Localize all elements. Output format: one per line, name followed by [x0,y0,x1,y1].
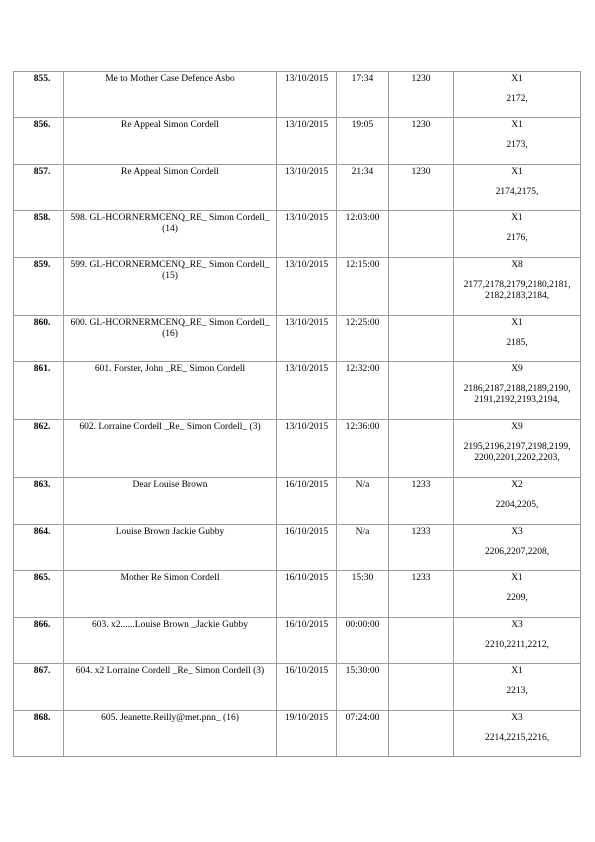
entry-pages-cell [454,478,581,525]
table-row [14,664,581,711]
entry-date: 13/10/2015 [277,258,337,316]
entry-code [389,362,454,420]
entry-count: X9 [511,422,523,432]
entry-count: X3 [511,527,523,537]
entry-pages-cell [454,316,581,362]
entry-number: 855. [14,72,64,118]
entry-date: 13/10/2015 [277,316,337,362]
table-row [14,165,581,211]
entry-date: 13/10/2015 [277,118,337,165]
entry-pages-cell [454,711,581,757]
entry-number: 862. [14,420,64,478]
entry-time: 12:25:00 [337,316,389,362]
entry-count: X1 [511,167,523,177]
entry-time: 12:03:00 [337,211,389,258]
table-row [14,118,581,165]
entry-title: Re Appeal Simon Cordell [64,118,277,165]
entry-code: 1233 [389,525,454,571]
entry-time: 21:34 [337,165,389,211]
entry-code [389,211,454,258]
entry-time: N/a [337,525,389,571]
entry-title: 601. Forster, John _RE_ Simon Cordell [64,362,277,420]
entry-page-numbers: 2186,2187,2188,2189,2190, 2191,2192,2193,2194, [463,384,571,405]
entry-count: X9 [511,364,523,374]
entry-date: 16/10/2015 [277,571,337,618]
entry-count: X1 [511,213,523,223]
entry-time: 00:00:00 [337,618,389,664]
entry-pages-cell [454,258,581,316]
entry-page-numbers: 2195,2196,2197,2198,2199, 2200,2201,2202,2203, [463,442,571,463]
table-row [14,618,581,664]
entry-number: 868. [14,711,64,757]
entry-page-numbers: 2210,2211,2212, [485,640,549,650]
entry-pages-cell [454,165,581,211]
entry-count: X1 [511,573,523,583]
entry-date: 13/10/2015 [277,72,337,118]
entry-page-numbers: 2214,2215,2216, [484,733,550,743]
table-row [14,571,581,618]
entry-number: 858. [14,211,64,258]
entry-number: 863. [14,478,64,525]
entry-pages-cell [454,420,581,478]
entry-number: 864. [14,525,64,571]
entry-page-numbers: 2176, [506,233,528,243]
entry-page-numbers: 2173, [506,140,528,150]
entry-title: Louise Brown Jackie Gubby [64,525,277,571]
table-row [14,211,581,258]
entry-time: N/a [337,478,389,525]
entry-count: X2 [511,480,523,490]
entry-count: X1 [511,318,523,328]
table-row [14,711,581,757]
entry-pages-cell [454,525,581,571]
entry-pages-cell [454,664,581,711]
entry-page-numbers: 2177,2178,2179,2180,2181, 2182,2183,2184, [463,280,571,301]
entry-number: 856. [14,118,64,165]
entry-date: 13/10/2015 [277,420,337,478]
entry-date: 13/10/2015 [277,362,337,420]
entry-title: 599. GL-HCORNERMCENQ_RE_ Simon Cordell_ (15) [64,258,277,316]
entry-code [389,316,454,362]
entry-title: 604. x2 Lorraine Cordell _Re_ Simon Cordell (3) [64,664,277,711]
entry-count: X1 [511,120,523,130]
entry-date: 16/10/2015 [277,664,337,711]
entry-page-numbers: 2213, [506,686,528,696]
entry-pages-cell [454,362,581,420]
entry-pages-cell [454,72,581,118]
entry-time: 12:15:00 [337,258,389,316]
entry-pages-cell [454,118,581,165]
table-row [14,316,581,362]
entry-date: 13/10/2015 [277,211,337,258]
entry-code [389,711,454,757]
entry-page-numbers: 2204,2205, [495,500,539,510]
table-body [14,72,581,757]
entry-count: X3 [511,713,523,723]
entry-count: X1 [511,74,523,84]
entry-number: 861. [14,362,64,420]
entry-number: 859. [14,258,64,316]
entry-page-numbers: 2172, [506,94,528,104]
entry-time: 17:34 [337,72,389,118]
entry-code [389,258,454,316]
entry-code [389,664,454,711]
entry-time: 15:30:00 [337,664,389,711]
entry-time: 07:24:00 [337,711,389,757]
table-row [14,362,581,420]
entry-title: 598. GL-HCORNERMCENQ_RE_ Simon Cordell_ (14) [64,211,277,258]
entry-code: 1230 [389,118,454,165]
entry-count: X8 [511,260,523,270]
table-row [14,525,581,571]
entry-date: 16/10/2015 [277,478,337,525]
entry-date: 19/10/2015 [277,711,337,757]
entry-title: Dear Louise Brown [64,478,277,525]
entry-title: Mother Re Simon Cordell [64,571,277,618]
entry-code [389,420,454,478]
entry-count: X1 [511,666,523,676]
entry-page-numbers: 2185, [506,338,528,348]
table-row [14,258,581,316]
entry-number: 860. [14,316,64,362]
entry-date: 16/10/2015 [277,618,337,664]
entry-time: 12:32:00 [337,362,389,420]
table-row [14,478,581,525]
document-index-table [13,71,581,757]
entry-title: Me to Mother Case Defence Asbo [64,72,277,118]
entry-page-numbers: 2209, [506,593,528,603]
entry-code: 1233 [389,478,454,525]
entry-date: 16/10/2015 [277,525,337,571]
entry-time: 19:05 [337,118,389,165]
entry-number: 866. [14,618,64,664]
entry-code [389,618,454,664]
entry-page-numbers: 2174,2175, [495,187,539,197]
table-row [14,420,581,478]
entry-pages-cell [454,571,581,618]
entry-title: 602. Lorraine Cordell _Re_ Simon Cordell_ (3) [64,420,277,478]
entry-time: 15:30 [337,571,389,618]
entry-time: 12:36:00 [337,420,389,478]
entry-count: X3 [511,620,523,630]
entry-page-numbers: 2206,2207,2208, [484,547,550,557]
entry-title: 600. GL-HCORNERMCENQ_RE_ Simon Cordell_ (16) [64,316,277,362]
entry-number: 865. [14,571,64,618]
entry-date: 13/10/2015 [277,165,337,211]
entry-code: 1233 [389,571,454,618]
entry-title: Re Appeal Simon Cordell [64,165,277,211]
entry-number: 857. [14,165,64,211]
entry-code: 1230 [389,165,454,211]
table-row [14,72,581,118]
entry-title: 603. x2......Louise Brown _Jackie Gubby [64,618,277,664]
entry-pages-cell [454,211,581,258]
entry-number: 867. [14,664,64,711]
entry-pages-cell [454,618,581,664]
entry-code: 1230 [389,72,454,118]
entry-title: 605. Jeanette.Reilly@met.pnn_ (16) [64,711,277,757]
